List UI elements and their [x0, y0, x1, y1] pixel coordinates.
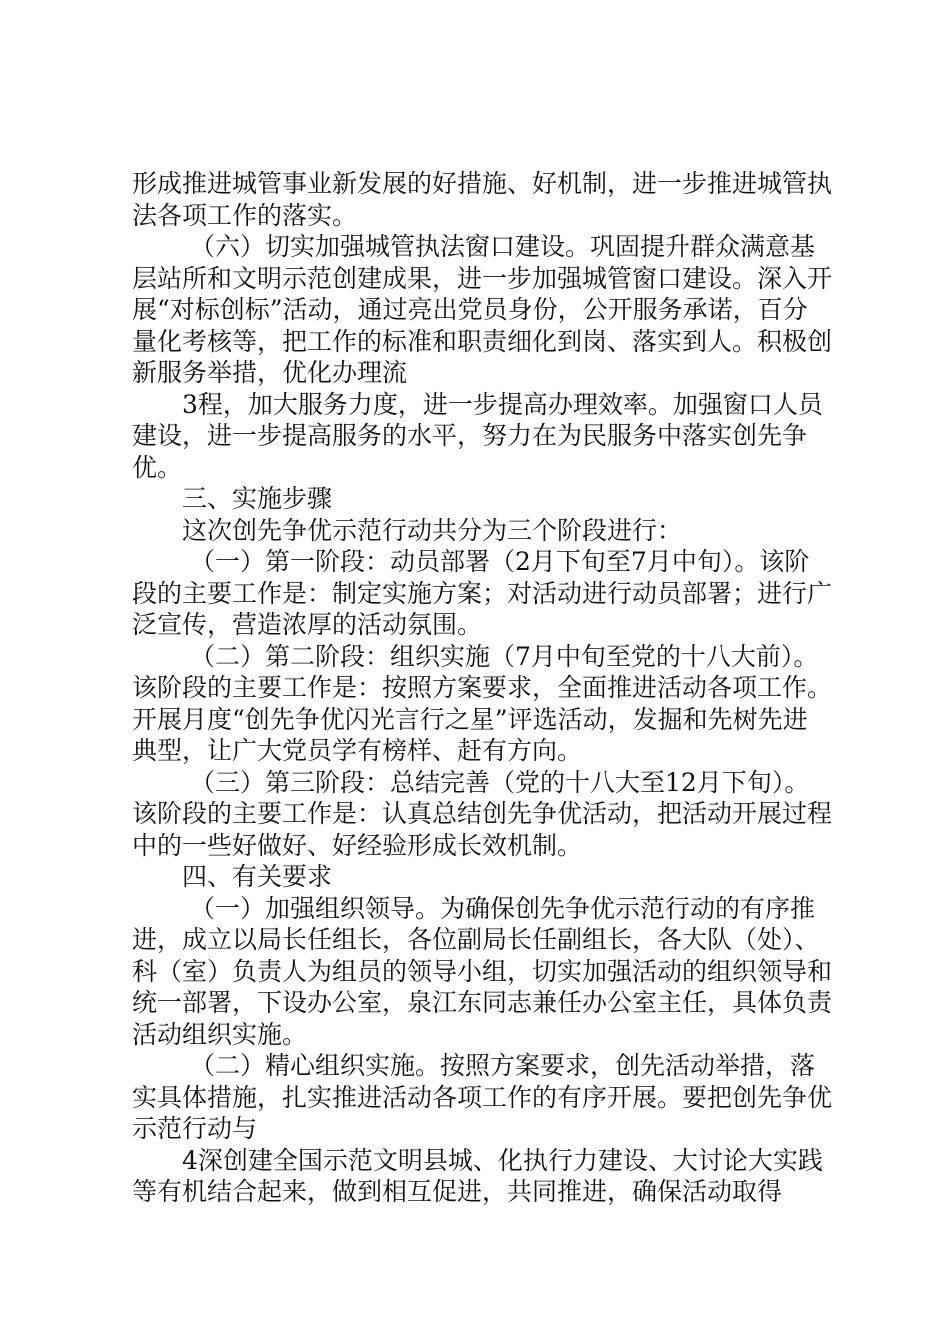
paragraph: （二）第二阶段：组织实施（7月中旬至党的十八大前）。该阶段的主要工作是：按照方案要求，全面推进活动各项工作。开展月度“创先争优闪光言行之星”评选活动，发掘和先树先进典型，让广大党员学有榜样、赶有方向。 — [132, 641, 833, 765]
paragraph: （一）第一阶段：动员部署（2月下旬至7月中旬）。该阶段的主要工作是：制定实施方案；对活动进行动员部署；进行广泛宣传，营造浓厚的活动氛围。 — [132, 547, 833, 639]
paragraph: （六）切实加强城管执法窗口建设。巩固提升群众满意基层站所和文明示范创建成果，进一步加强城管窗口建设。深入开展“对标创标”活动，通过亮出党员身份，公开服务承诺，百分量化考核等，把工作的标准和职责细化到岗、落实到人。积极创新服务举措，优化办理流 — [132, 232, 833, 387]
paragraph: 4深创建全国示范文明县城、化执行力建设、大讨论大实践等有机结合起来，做到相互促进，共同推进，确保活动取得 — [132, 1145, 823, 1206]
paragraph: （二）精心组织实施。按照方案要求，创先活动举措，落实具体措施，扎实推进活动各项工作的有序开展。要把创先争优示范行动与 — [132, 1051, 833, 1143]
paragraph: （三）第三阶段：总结完善（党的十八大至12月下旬）。该阶段的主要工作是：认真总结创先争优活动，把活动开展过程中的一些好做好、好经验形成长效机制。 — [132, 767, 833, 860]
document-body — [132, 168, 832, 1208]
paragraph: 形成推进城管事业新发展的好措施、好机制，进一步推进城管执法各项工作的落实。 — [132, 169, 833, 230]
section-heading: 三、实施步骤 — [182, 484, 333, 513]
paragraph: （一）加强组织领导。为确保创先争优示范行动的有序推进，成立以局长任组长，各位副局长任副组长，各大队（处）、科（室）负责人为组员的领导小组，切实加强活动的组织领导和统一部署，下设办公室，泉江东同志兼任办公室主任，具体负责活动组织实施。 — [132, 893, 833, 1049]
paragraph: 这次创先争优示范行动共分为三个阶段进行： — [182, 515, 683, 545]
section-heading: 四、有关要求 — [182, 862, 333, 891]
paragraph: 3程，加大服务力度，进一步提高办理效率。加强窗口人员建设，进一步提高服务的水平，努力在为民服务中落实创先争优。 — [132, 389, 823, 482]
